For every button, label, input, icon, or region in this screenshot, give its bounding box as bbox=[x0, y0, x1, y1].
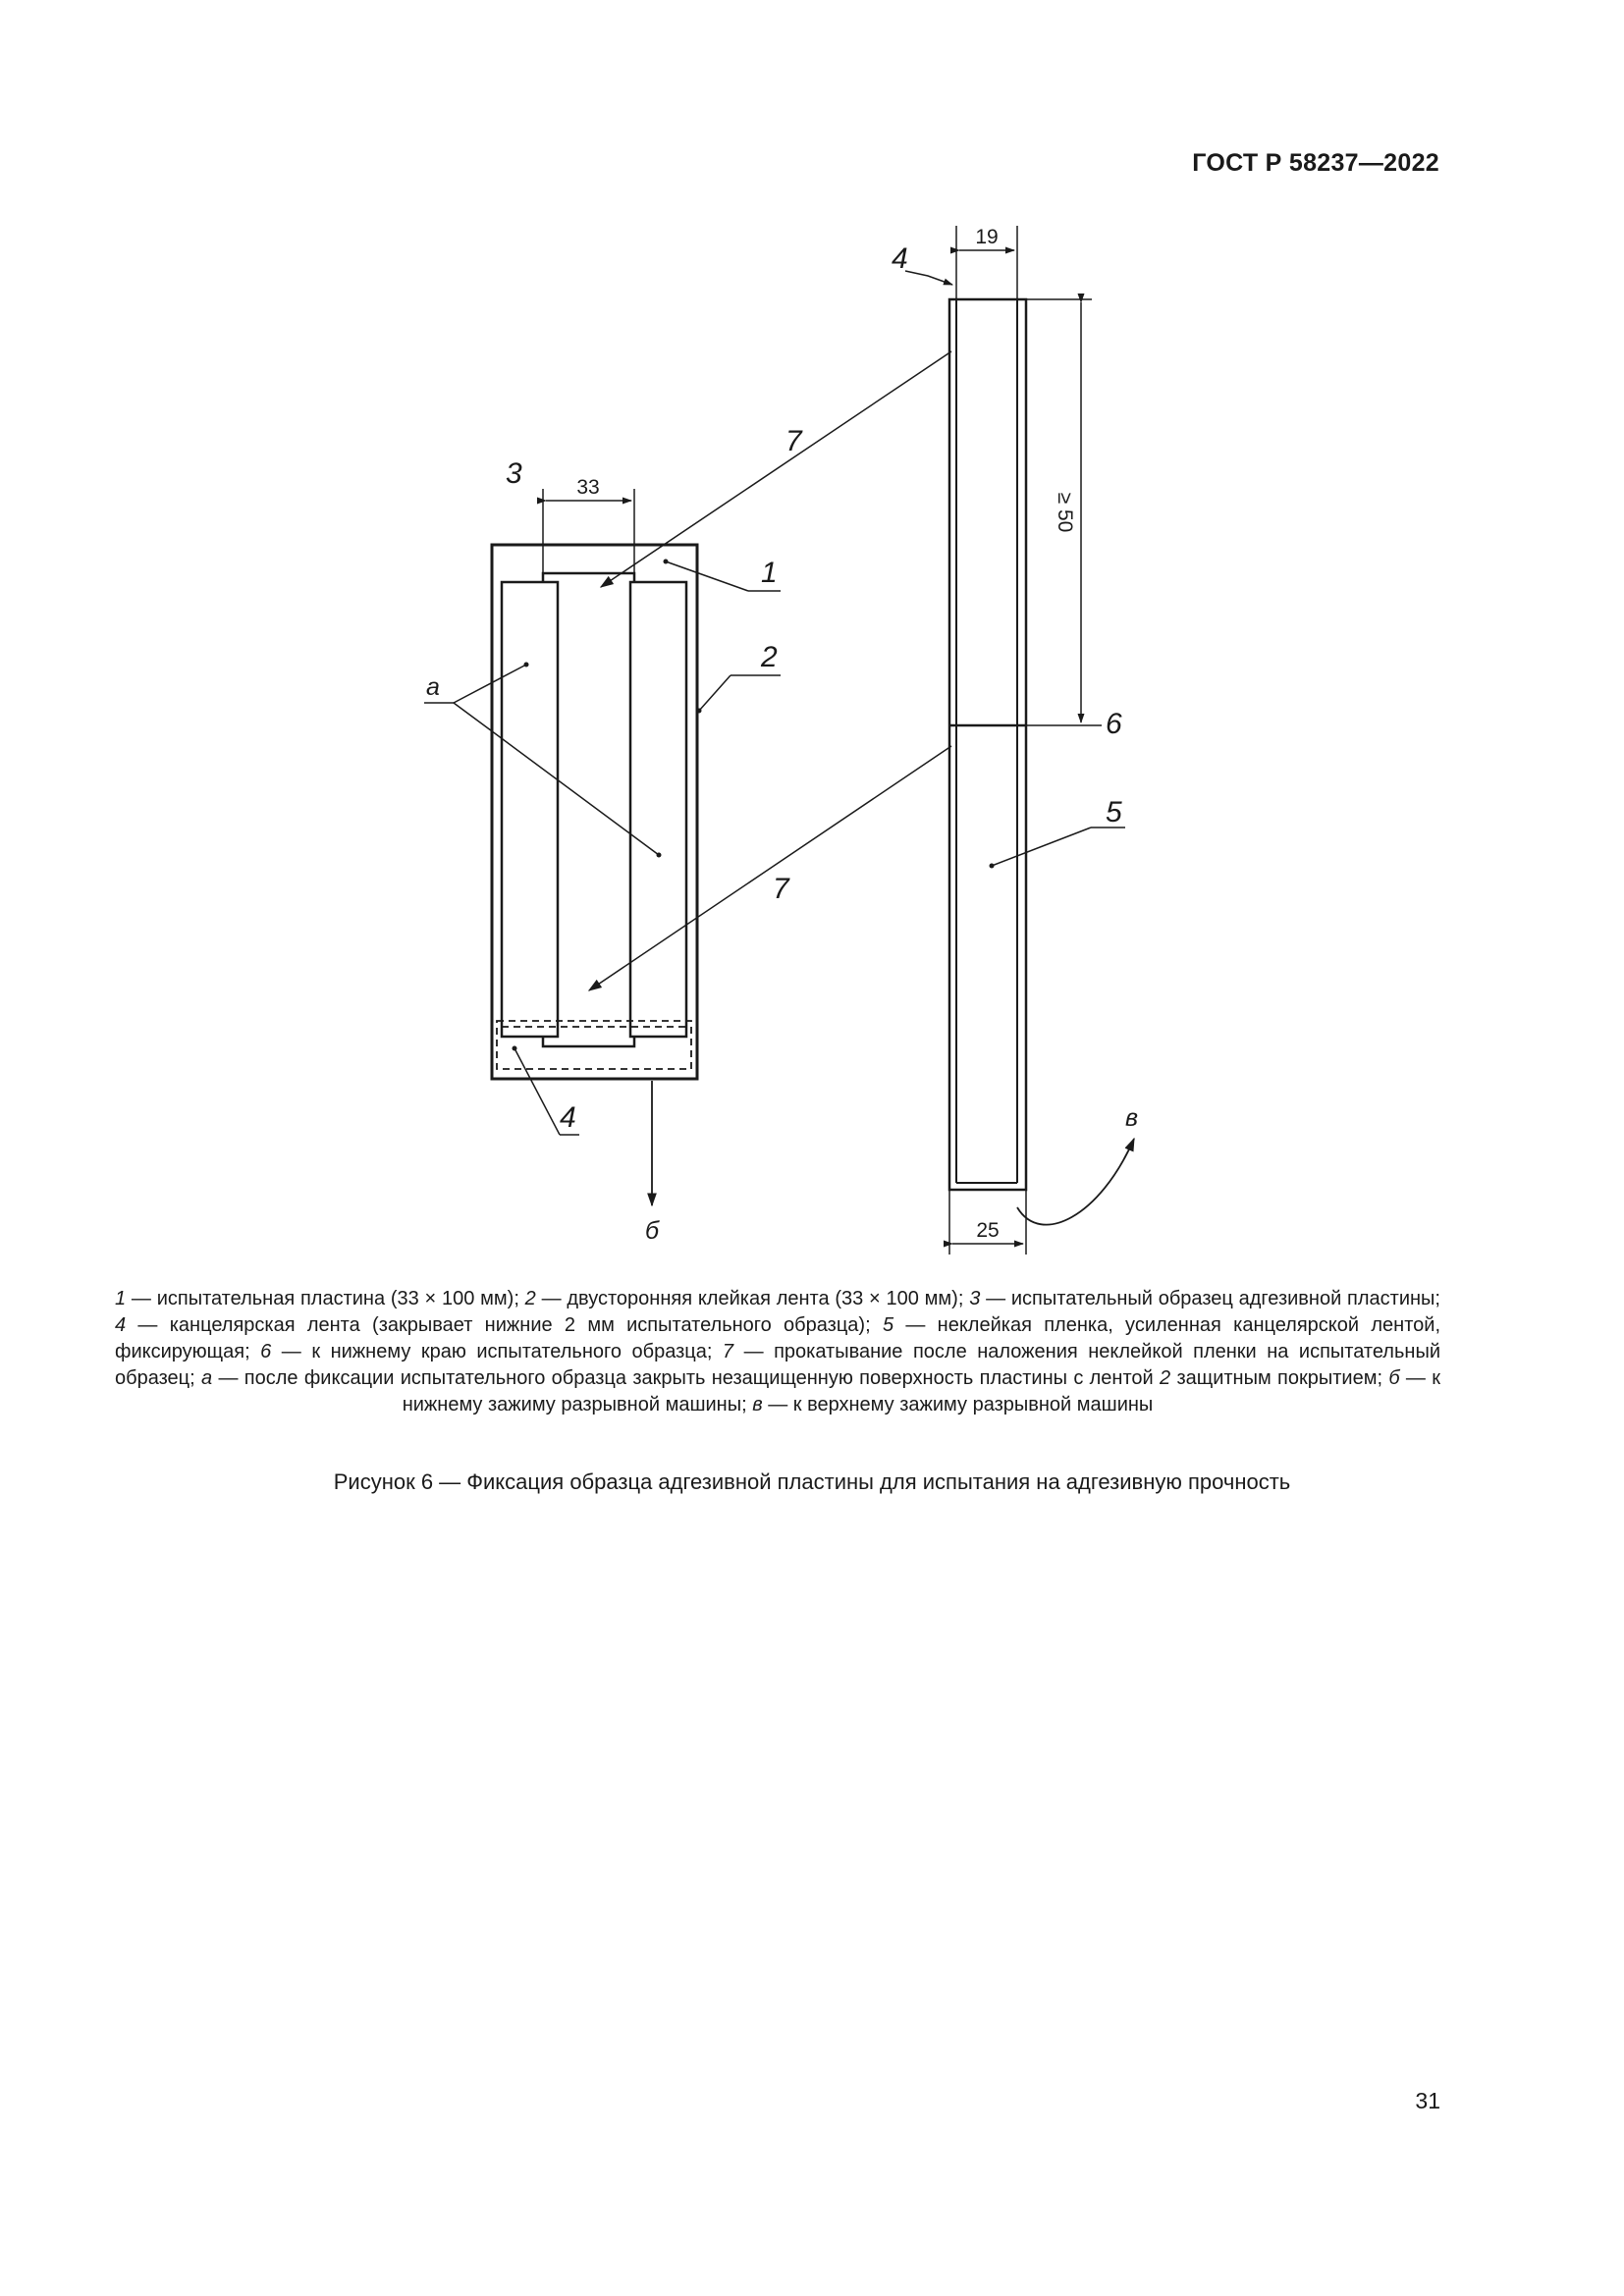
legend-key: 5 bbox=[882, 1314, 894, 1336]
figure-caption: Рисунок 6 — Фиксация образца адгезивной пластины для испытания на адгезивную прочность bbox=[333, 1469, 1291, 1494]
protective-strip-right bbox=[630, 582, 686, 1037]
legend-key: 7 bbox=[722, 1341, 734, 1362]
protective-strip-left bbox=[502, 582, 558, 1037]
film-19-strip bbox=[956, 299, 1017, 725]
callout-b: б bbox=[645, 1217, 660, 1245]
legend-key: 6 bbox=[260, 1341, 272, 1362]
legend-key: 2 bbox=[1160, 1367, 1171, 1389]
callout-4-top: 4 bbox=[892, 242, 908, 275]
callout-v: в bbox=[1125, 1104, 1139, 1132]
legend-text: — испытательная пластина (33 × 100 мм); bbox=[126, 1288, 525, 1309]
callout-6: 6 bbox=[1106, 708, 1122, 740]
non-adhesive-film-strip bbox=[949, 299, 1026, 1190]
callout-2: 2 bbox=[761, 641, 778, 673]
callout-4-bottom: 4 bbox=[560, 1101, 576, 1134]
legend-text: — после фиксации испытательного образца закрыть незащищенную поверхность пластины с лентой bbox=[212, 1367, 1161, 1389]
legend-text: защитным покрытием; bbox=[1170, 1367, 1389, 1389]
arrow-to-upper-clamp bbox=[1017, 1139, 1134, 1225]
page-number: 31 bbox=[1415, 2088, 1440, 2113]
legend-key: 1 bbox=[115, 1288, 127, 1309]
legend-text: — к верхнему зажиму разрывной машины bbox=[762, 1394, 1154, 1415]
dim-25-label: 25 bbox=[976, 1219, 1000, 1242]
legend-key: 3 bbox=[969, 1288, 981, 1309]
legend-key: 4 bbox=[115, 1314, 127, 1336]
callout-1: 1 bbox=[761, 557, 778, 589]
legend-key: в bbox=[752, 1394, 763, 1415]
callout-5: 5 bbox=[1106, 796, 1122, 828]
standard-designation: ГОСТ Р 58237—2022 bbox=[1192, 149, 1439, 177]
legend-key: б bbox=[1388, 1367, 1400, 1389]
callout-a: а bbox=[426, 673, 440, 701]
legend-key: 2 bbox=[524, 1288, 536, 1309]
dim-33-label: 33 bbox=[576, 476, 600, 499]
dim-19-label: 19 bbox=[975, 226, 999, 248]
legend-text: — неклейкая пленка, усиленная канцелярской лентой, фиксирующая; bbox=[115, 1314, 1440, 1362]
legend-text: — испытательный образец адгезивной пластины; bbox=[980, 1288, 1440, 1309]
legend-text: — прокатывание после наложения неклейкой пленки на испытательный образец; bbox=[115, 1341, 1440, 1389]
dim-50-label: ≥ 50 bbox=[1054, 492, 1076, 533]
legend-text: — к нижнему зажиму разрывной машины; bbox=[402, 1367, 1440, 1415]
legend-key: а bbox=[201, 1367, 213, 1389]
callout-7-upper: 7 bbox=[785, 425, 802, 457]
callout-7-lower: 7 bbox=[773, 873, 789, 905]
figure-legend bbox=[115, 1286, 1440, 1418]
legend-text: — к нижнему краю испытательного образца; bbox=[271, 1341, 723, 1362]
legend-text: — канцелярская лента (закрывает нижние 2 мм испытательного образца); bbox=[126, 1314, 883, 1336]
rolling-arrow-upper bbox=[601, 351, 951, 587]
callout-3: 3 bbox=[506, 457, 522, 490]
legend-text: — двусторонняя клейкая лента (33 × 100 мм); bbox=[535, 1288, 970, 1309]
